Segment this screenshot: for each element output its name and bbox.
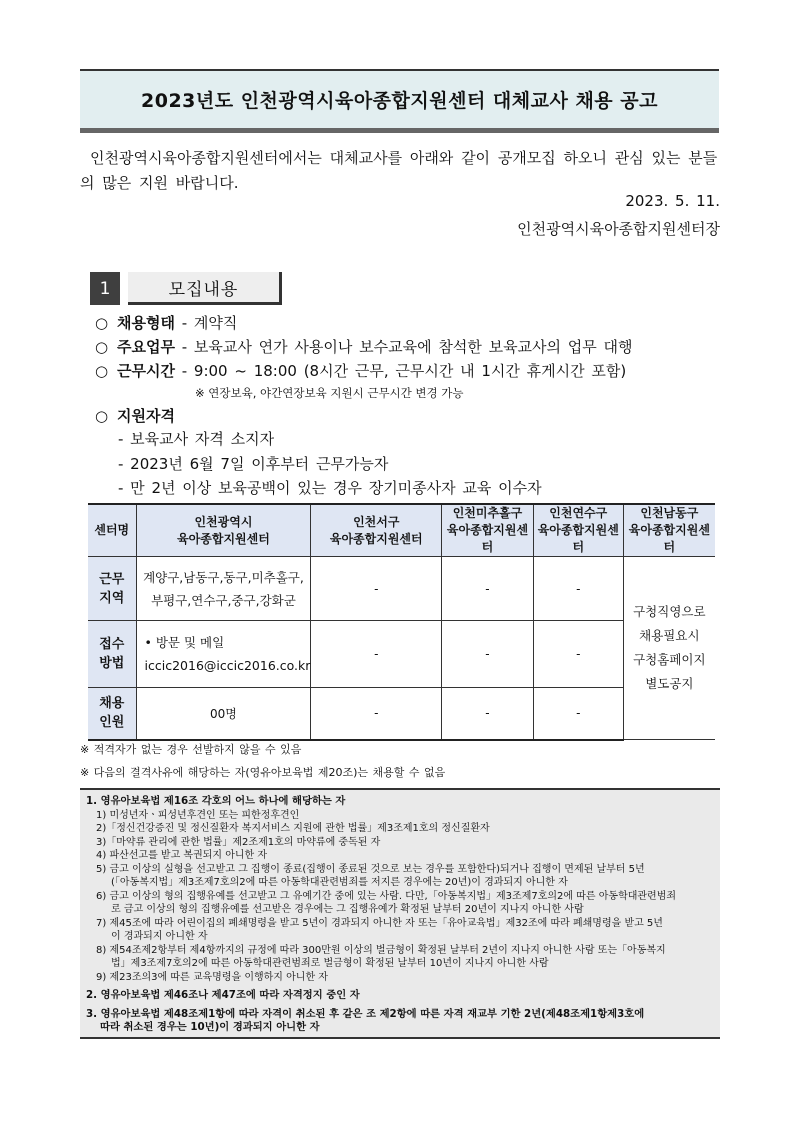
contact-email: iccic2016@iccic2016.co.kr	[144, 658, 311, 673]
disq-heading-2: 2. 영유아보육법 제46조나 제47조에 따라 자격정지 중인 자	[86, 989, 360, 1001]
header-incheon-city: 인천광역시 육아종합지원센터	[136, 504, 311, 557]
item-work-hours	[95, 360, 626, 382]
dash-cell: -	[533, 621, 623, 688]
document-title: 2023년도 인천광역시육아종합지원센터 대체교사 채용 공고	[141, 90, 658, 112]
work-hours-note: ※ 연장보육, 야간연장보육 지원시 근무시간 변경 가능	[195, 386, 464, 400]
dash-cell: -	[442, 621, 534, 688]
header-seo-gu: 인천서구 육아종합지원센터	[311, 504, 442, 557]
disq-item: 9) 제23조의3에 따른 교육명령을 이행하지 아니한 자	[96, 971, 328, 983]
disq-item: 8) 제54조제2항부터 제4항까지의 규정에 따라 300만원 이상의 벌금형이 확정된 날부터 2년이 지나지 아니한 사람 또는「아동복지	[96, 944, 666, 956]
disq-item: 5) 금고 이상의 실형을 선고받고 그 집행이 종료(집행이 종료된 것으로 보는 경우를 포함한다)되거나 집행이 면제된 날부터 5년	[96, 863, 645, 875]
namdong-notice-cell: 구청직영으로 채용필요시 구청홈페이지 별도공지	[623, 557, 715, 740]
disq-item-cont: 로 금고 이상의 형의 집행유예를 선고받은 경우에는 그 집행유예가 확정된 날부터 20년이 지나지 아니한 사람	[111, 904, 584, 915]
dash-cell: -	[311, 621, 442, 688]
header-namdong-gu: 인천남동구 육아종합지원센터	[623, 504, 715, 557]
item-value: - 보육교사 연가 사용이나 보수교육에 참석한 보육교사의 업무 대행	[174, 338, 633, 356]
section-heading	[90, 272, 282, 305]
dash-cell: -	[311, 688, 442, 740]
item-label: 주요업무	[117, 338, 175, 356]
table-row	[88, 621, 715, 688]
row-label-application: 접수 방법	[88, 621, 136, 688]
dash-cell: -	[533, 557, 623, 621]
item-qualification	[95, 405, 175, 427]
item-value: - 9:00 ~ 18:00 (8시간 근무, 근무시간 내 1시간 휴게시간 포함)	[174, 362, 627, 380]
header-yeonsu-gu: 인천연수구 육아종합지원센터	[533, 504, 623, 557]
disq-item: 3)「마약류 관리에 관한 법률」제2조제1호의 마약류에 중독된 자	[96, 836, 381, 848]
dash-cell: -	[442, 557, 534, 621]
circle-bullet: ○	[95, 407, 109, 425]
dash-cell: -	[442, 688, 534, 740]
circle-bullet: ○	[95, 314, 109, 332]
signer-name: 인천광역시육아종합지원센터장	[517, 220, 720, 238]
disq-item-cont: 이 경과되지 아니한 자	[111, 931, 208, 942]
table-row	[88, 557, 715, 621]
qualification-line: - 보육교사 자격 소지자	[118, 430, 275, 448]
disq-item: 2)「정신건강증진 및 정신질환자 복지서비스 지원에 관한 법률」제3조제1호의 정신질환자	[96, 823, 490, 834]
intro-paragraph: 인천광역시육아종합지원센터에서는 대체교사를 아래와 같이 공개모집 하오니 관심 있는 분들의 많은 지원 바랍니다.	[80, 149, 718, 192]
disq-item: 1) 미성년자ㆍ피성년후견인 또는 피한정후견인	[96, 809, 300, 821]
qualification-line: - 2023년 6월 7일 이후부터 근무가능자	[118, 455, 389, 473]
disq-heading-1: 1. 영유아보육법 제16조 각호의 어느 하나에 해당하는 자	[86, 795, 346, 807]
disq-heading-3: 3. 영유아보육법 제48조제1항에 따라 자격이 취소된 후 같은 조 제2항에 따른 자격 재교부 기한 2년(제48조제1항제3호에	[86, 1007, 645, 1020]
header-michuhol-gu: 인천미추홀구 육아종합지원센터	[442, 504, 534, 557]
work-area-cell: 계양구,남동구,동구,미추홀구, 부평구,연수구,중구,강화군	[136, 557, 311, 621]
circle-bullet: ○	[95, 338, 109, 356]
item-label: 지원자격	[117, 407, 175, 425]
item-main-duty	[95, 336, 633, 358]
row-label-headcount: 채용 인원	[88, 688, 136, 740]
disq-item-cont: 법」제3조제7호의2에 따른 아동학대관련범죄로 벌금형이 확정된 날부터 10년이 지나지 아니한 사람	[111, 958, 549, 969]
item-label: 채용형태	[117, 314, 175, 332]
row-label-work-area: 근무 지역	[88, 557, 136, 621]
dash-cell: -	[311, 557, 442, 621]
table-row	[88, 688, 715, 740]
application-method-cell: • 방문 및 메일 iccic2016@iccic2016.co.kr	[136, 621, 311, 688]
table-header-row	[88, 504, 715, 557]
headcount-cell: 00명	[136, 688, 311, 740]
dash-cell: -	[533, 688, 623, 740]
circle-bullet: ○	[95, 362, 109, 380]
section-number: 1	[90, 272, 120, 305]
qualification-line: - 만 2년 이상 보육공백이 있는 경우 장기미종사자 교육 이수자	[118, 479, 542, 497]
item-label: 근무시간	[117, 362, 175, 380]
disq-item-cont: (「아동복지법」제3조제7호의2에 따른 아동학대관련범죄를 저지른 경우에는 20년)이 경과되지 아니한 자	[111, 877, 568, 888]
item-employment-type	[95, 312, 237, 334]
title-banner	[80, 69, 719, 133]
disq-item: 7) 제45조에 따라 어린이집의 폐쇄명령을 받고 5년이 경과되지 아니한 자 또는「유아교육법」제32조에 따라 폐쇄명령을 받고 5년	[96, 917, 663, 929]
disq-item: 6) 금고 이상의 형의 집행유예를 선고받고 그 유예기간 중에 있는 사람. 다만,「아동복지법」제3조제7호의2에 따른 아동학대관련범죄	[96, 890, 677, 902]
disqualification-box	[80, 788, 720, 1039]
note-no-qualified: ※ 적격자가 없는 경우 선발하지 않을 수 있음	[80, 743, 302, 756]
header-center-name: 센터명	[88, 504, 136, 557]
section-title: 모집내용	[128, 272, 282, 305]
note-disqualification: ※ 다음의 결격사유에 해당하는 자(영유아보육법 제20조)는 채용할 수 없음	[80, 766, 446, 779]
disq-item: 4) 파산선고를 받고 복권되지 아니한 자	[96, 850, 268, 861]
disq-heading-3-cont: 따라 취소된 경우는 10년)이 경과되지 아니한 자	[100, 1021, 320, 1033]
centers-table	[88, 503, 715, 741]
announcement-date: 2023. 5. 11.	[625, 192, 720, 210]
item-value: - 계약직	[174, 314, 238, 332]
